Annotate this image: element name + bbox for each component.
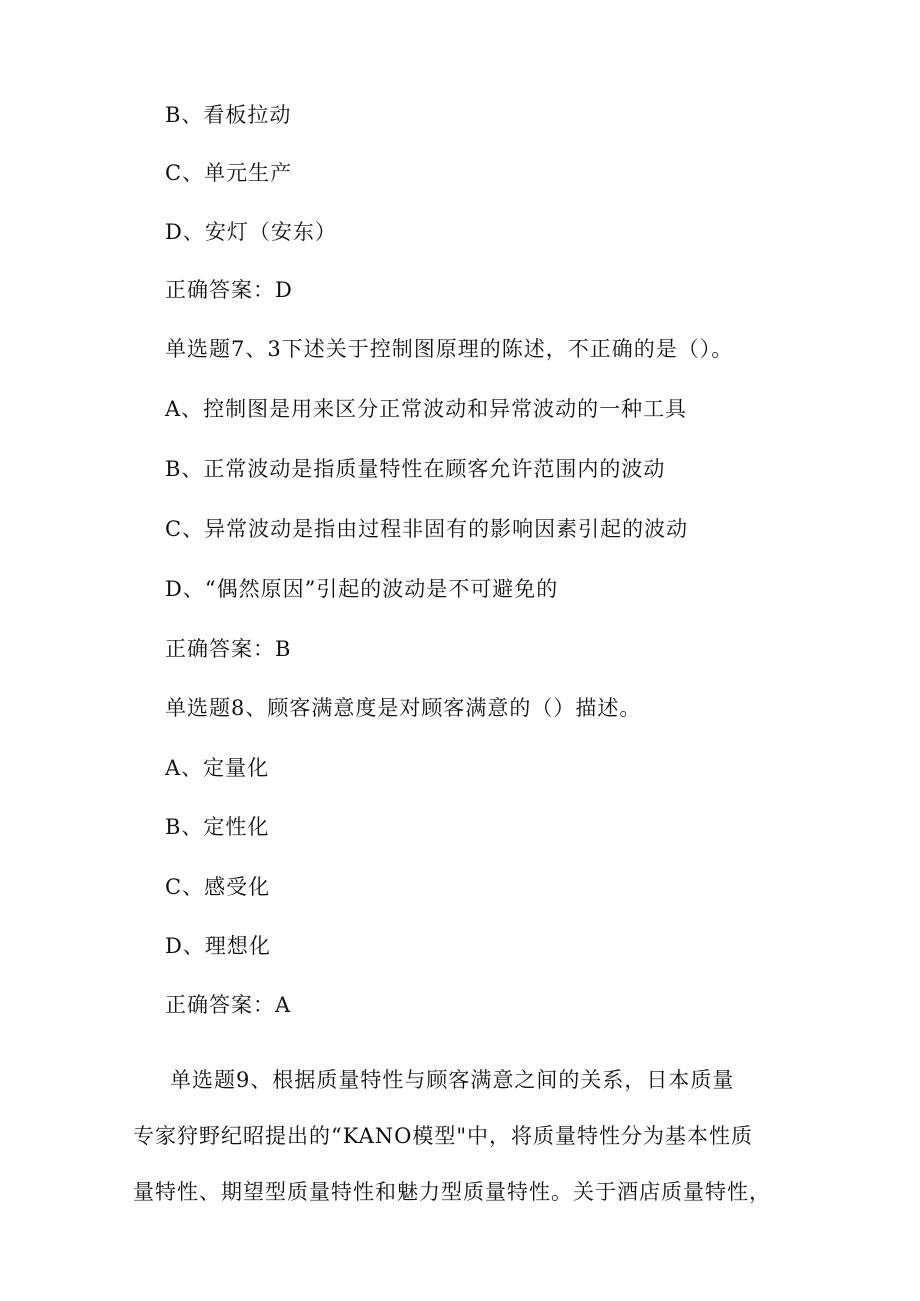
option-b-q8: B、定性化: [165, 815, 270, 839]
answer-q7: 正确答案：B: [165, 637, 292, 661]
question-9-line-3: 量特性、期望型质量特性和魅力型质量特性。关于酒店质量特性，: [133, 1180, 771, 1204]
answer-q6: 正确答案：D: [165, 278, 293, 302]
option-a-q8: A、定量化: [165, 756, 270, 780]
question-9-line-2: 专家狩野纪昭提出的“KANO模型"中，将质量特性分为基本性质: [133, 1124, 753, 1148]
option-c-q6: C、单元生产: [165, 161, 293, 185]
question-7: 单选题7、3下述关于控制图原理的陈述，不正确的是（）。: [165, 337, 734, 361]
option-a-q7: A、控制图是用来区分正常波动和异常波动的一种工具: [165, 397, 688, 421]
question-8: 单选题8、顾客满意度是对顾客满意的（）描述。: [165, 696, 642, 720]
option-b-q7: B、正常波动是指质量特性在顾客允许范围内的波动: [165, 457, 666, 481]
option-c-q7: C、异常波动是指由过程非固有的影响因素引起的波动: [165, 517, 689, 541]
option-d-q7: D、“偶然原因”引起的波动是不可避免的: [165, 577, 559, 601]
option-d-q6: D、安灯（安东）: [165, 220, 337, 244]
option-c-q8: C、感受化: [165, 875, 271, 899]
answer-q8: 正确答案：A: [165, 993, 292, 1017]
option-d-q8: D、理想化: [165, 934, 271, 958]
question-9-line-1: 单选题9、根据质量特性与顾客满意之间的关系，日本质量: [170, 1068, 735, 1092]
option-b-q6: B、看板拉动: [165, 103, 292, 127]
